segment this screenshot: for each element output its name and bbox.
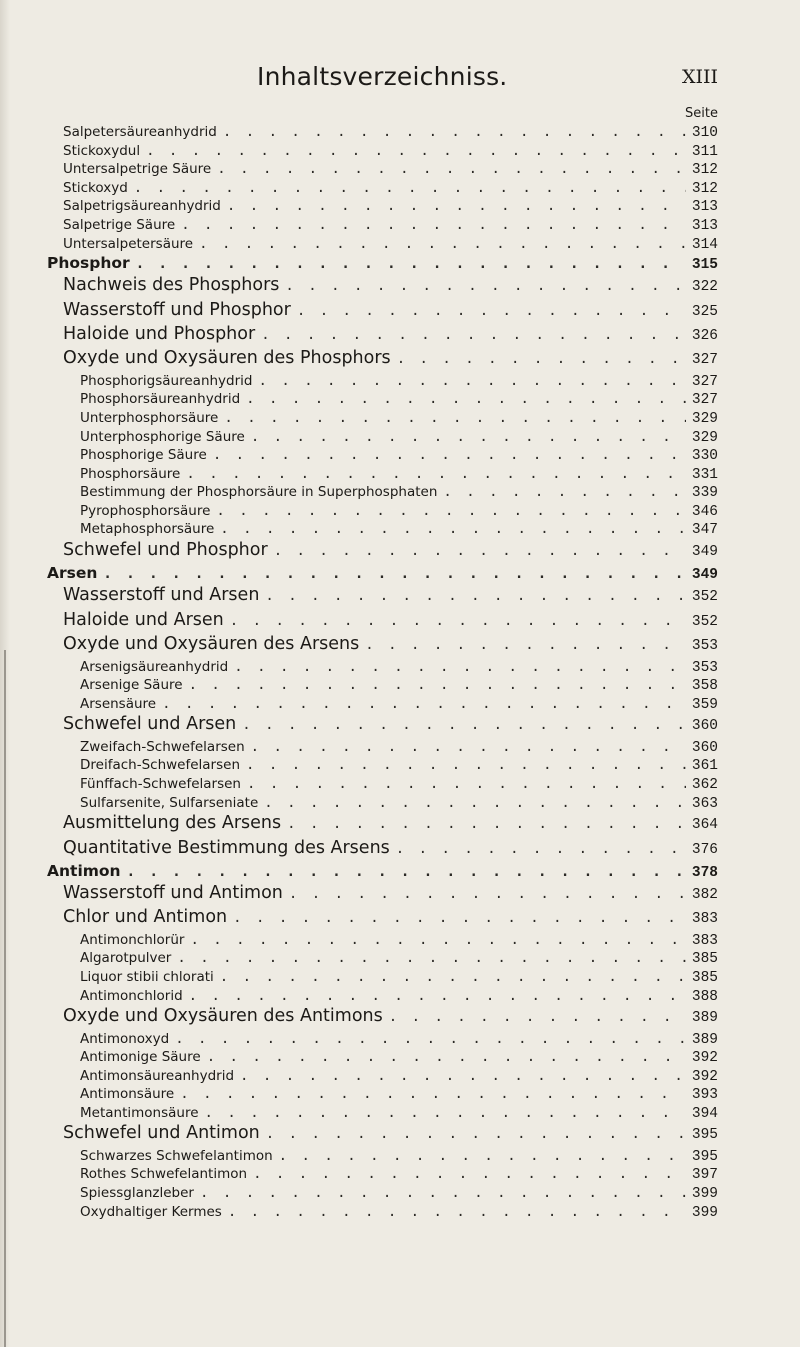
toc-entry-title: Arsenige Säure [80, 677, 183, 694]
toc-entry-page: 327 [691, 373, 718, 390]
table-of-contents [47, 124, 718, 1222]
dot-leader [223, 124, 686, 140]
toc-entry [47, 410, 718, 429]
toc-entry-page: 312 [691, 180, 718, 197]
toc-entry [47, 217, 718, 236]
dot-leader [265, 588, 685, 604]
toc-entry [47, 254, 718, 275]
toc-entry [47, 1068, 718, 1087]
toc-entry [47, 634, 718, 658]
toc-entry-page: 353 [691, 659, 718, 676]
toc-entry-page: 393 [691, 1087, 718, 1104]
toc-entry [47, 564, 718, 585]
toc-entry-page: 353 [691, 638, 718, 655]
dot-leader [397, 351, 686, 367]
toc-entry-title: Oxyde und Oxysäuren des Arsens [63, 634, 360, 655]
toc-entry-title: Untersalpetrige Säure [63, 161, 212, 178]
dot-leader [177, 950, 686, 966]
toc-entry [47, 300, 718, 324]
toc-entry [47, 969, 718, 988]
toc-entry-page: 394 [691, 1105, 718, 1122]
dot-leader [175, 1031, 686, 1047]
toc-entry-page: 385 [691, 951, 718, 968]
dot-leader [216, 503, 685, 519]
toc-entry-page: 331 [691, 466, 718, 483]
dot-leader [251, 429, 686, 445]
toc-entry-page: 399 [691, 1204, 718, 1221]
toc-entry-page: 364 [691, 817, 718, 834]
toc-entry-title: Sulfarsenite, Sulfarseniate [80, 794, 259, 811]
toc-entry [47, 275, 718, 299]
toc-entry-page: 376 [691, 841, 718, 858]
toc-entry-page: 313 [691, 217, 718, 234]
toc-entry-title: Chlor und Antimon [63, 907, 228, 928]
toc-entry-title: Oxydhaltiger Kermes [80, 1203, 222, 1220]
dot-leader [213, 447, 686, 463]
dot-leader [207, 1049, 686, 1065]
toc-entry-title: Antimonige Säure [80, 1049, 201, 1066]
page-header [150, 62, 718, 102]
toc-entry [47, 739, 718, 758]
dot-leader [297, 303, 686, 319]
toc-entry [47, 521, 718, 540]
toc-entry-title: Arsen [47, 564, 98, 583]
toc-entry-title: Ausmittelung des Arsens [63, 813, 282, 834]
toc-entry-title: Phosphor [47, 254, 130, 273]
toc-entry [47, 950, 718, 969]
toc-entry-title: Wasserstoff und Arsen [63, 585, 260, 606]
dot-leader [217, 161, 686, 177]
toc-entry-title: Quantitative Bestimmung des Arsens [63, 837, 390, 858]
toc-entry-title: Arsenigsäureanhydrid [80, 658, 229, 675]
toc-entry-title: Wasserstoff und Phosphor [63, 299, 291, 320]
toc-entry [47, 1006, 718, 1030]
toc-entry-page: 382 [691, 886, 718, 903]
dot-leader [365, 637, 686, 653]
toc-entry-page: 383 [691, 911, 718, 928]
toc-entry-title: Spiessglanzleber [80, 1185, 194, 1202]
toc-entry-page: 399 [691, 1186, 718, 1203]
dot-leader [162, 696, 686, 712]
toc-entry-page: 330 [691, 448, 718, 465]
toc-entry-page: 389 [691, 1031, 718, 1048]
toc-entry [47, 757, 718, 776]
toc-entry-title: Liquor stibii chlorati [80, 968, 214, 985]
toc-entry-page: 397 [691, 1167, 718, 1184]
toc-entry [47, 1031, 718, 1050]
toc-entry-title: Untersalpetersäure [63, 235, 194, 252]
dot-leader [253, 1166, 686, 1182]
toc-entry-page: 362 [691, 776, 718, 793]
dot-leader [274, 543, 686, 559]
dot-leader [189, 988, 686, 1004]
dot-leader [146, 143, 686, 159]
toc-entry [47, 447, 718, 466]
toc-entry-title: Stickoxyd [63, 179, 128, 196]
dot-leader [240, 1068, 686, 1084]
toc-entry [47, 324, 718, 348]
dot-leader [396, 841, 686, 857]
toc-entry-page: 349 [691, 567, 718, 584]
toc-entry [47, 503, 718, 522]
toc-entry-page: 327 [691, 352, 718, 369]
toc-entry-page: 325 [691, 303, 718, 320]
dot-leader [189, 677, 686, 693]
toc-entry-title: Oxyde und Oxysäuren des Phosphors [63, 348, 391, 369]
toc-entry-title: Arsensäure [80, 695, 157, 712]
toc-entry [47, 180, 718, 199]
toc-entry-title: Zweifach-Schwefelarsen [80, 738, 245, 755]
toc-entry-page: 313 [691, 199, 718, 216]
toc-entry-page: 395 [691, 1127, 718, 1144]
toc-entry-page: 310 [691, 125, 718, 141]
dot-leader [233, 910, 686, 926]
dot-leader [136, 256, 686, 272]
toc-entry-title: Antimon [47, 861, 121, 880]
toc-entry [47, 1148, 718, 1167]
toc-entry-title: Antimonoxyd [80, 1030, 170, 1047]
page-column-label: Seite [685, 106, 718, 121]
dot-leader [200, 1185, 686, 1201]
toc-entry-page: 360 [691, 739, 718, 756]
toc-entry [47, 1185, 718, 1204]
page-number: XIII [681, 66, 718, 88]
dot-leader [242, 717, 686, 733]
toc-entry-page: 352 [691, 613, 718, 630]
toc-entry [47, 1086, 718, 1105]
dot-leader [443, 484, 685, 500]
toc-entry-page: 346 [691, 503, 718, 520]
toc-entry-title: Phosphorigsäureanhydrid [80, 372, 253, 389]
dot-leader [251, 739, 686, 755]
toc-entry [47, 540, 718, 564]
toc-entry [47, 429, 718, 448]
dot-leader [190, 932, 685, 948]
toc-entry-title: Dreifach-Schwefelarsen [80, 757, 241, 774]
toc-entry [47, 585, 718, 609]
dot-leader [181, 217, 686, 233]
toc-entry-page: 359 [691, 696, 718, 713]
toc-entry [47, 932, 718, 951]
dot-leader [228, 1204, 686, 1220]
toc-entry-page: 395 [691, 1148, 718, 1165]
toc-entry-title: Salpetersäureanhydrid [63, 124, 217, 140]
dot-leader [134, 180, 686, 196]
dot-leader [227, 198, 686, 214]
dot-leader [247, 776, 686, 792]
toc-entry [47, 348, 718, 372]
dot-leader [220, 969, 686, 985]
dot-leader [199, 236, 686, 252]
dot-leader [234, 659, 686, 675]
toc-entry-title: Fünffach-Schwefelarsen [80, 775, 241, 792]
toc-entry-title: Pyrophosphorsäure [80, 502, 211, 519]
toc-entry-page: 378 [691, 864, 718, 881]
toc-entry-page: 329 [691, 410, 718, 427]
toc-entry-page: 311 [691, 143, 718, 160]
toc-entry [47, 659, 718, 678]
toc-entry [47, 883, 718, 907]
toc-entry-title: Metantimonsäure [80, 1104, 199, 1121]
page-edge-line [4, 650, 6, 1347]
toc-entry-title: Nachweis des Phosphors [63, 275, 280, 296]
toc-entry [47, 466, 718, 485]
toc-entry-page: 358 [691, 678, 718, 695]
toc-entry-page: 388 [691, 988, 718, 1005]
toc-entry-page: 352 [691, 589, 718, 606]
toc-entry [47, 143, 718, 162]
toc-entry [47, 1123, 718, 1147]
toc-entry-title: Salpetrigsäureanhydrid [63, 198, 221, 215]
toc-entry [47, 1166, 718, 1185]
toc-entry-page: 389 [691, 1010, 718, 1027]
toc-entry-title: Wasserstoff und Antimon [63, 882, 283, 903]
toc-entry [47, 988, 718, 1007]
toc-entry-page: 392 [691, 1068, 718, 1085]
toc-entry-title: Phosphorsäureanhydrid [80, 391, 241, 408]
toc-entry [47, 776, 718, 795]
dot-leader [246, 757, 686, 773]
toc-entry [47, 795, 718, 814]
toc-entry-title: Unterphosphorsäure [80, 409, 219, 426]
toc-entry-title: Antimonchlorür [80, 931, 185, 948]
toc-entry-title: Rothes Schwefelantimon [80, 1166, 248, 1183]
toc-entry [47, 1105, 718, 1124]
dot-leader [287, 816, 686, 832]
toc-entry [47, 696, 718, 715]
toc-entry-title: Phosphorige Säure [80, 447, 207, 464]
toc-entry [47, 1204, 718, 1223]
toc-entry-title: Salpetrige Säure [63, 216, 176, 233]
toc-entry [47, 391, 718, 410]
toc-entry-title: Metaphosphorsäure [80, 521, 215, 538]
toc-entry-page: 392 [691, 1050, 718, 1067]
dot-leader [264, 795, 686, 811]
dot-leader [180, 1086, 686, 1102]
toc-entry [47, 813, 718, 837]
toc-entry-title: Antimonchlorid [80, 987, 183, 1004]
dot-leader [279, 1148, 686, 1164]
toc-entry-page: 383 [691, 932, 718, 949]
toc-entry-title: Schwefel und Phosphor [63, 540, 268, 561]
dot-leader [266, 1126, 686, 1142]
toc-entry [47, 373, 718, 392]
toc-entry [47, 198, 718, 217]
dot-leader [103, 566, 685, 582]
toc-entry-page: 327 [691, 392, 718, 409]
dot-leader [289, 886, 686, 902]
dot-leader [261, 327, 686, 343]
dot-leader [285, 278, 685, 294]
toc-entry-title: Schwefel und Arsen [63, 714, 237, 735]
toc-entry-title: Haloide und Arsen [63, 609, 224, 630]
toc-entry-title: Phosphorsäure [80, 465, 181, 482]
toc-entry [47, 1049, 718, 1068]
toc-entry [47, 838, 718, 862]
dot-leader [220, 521, 686, 537]
dot-leader [258, 373, 685, 389]
dot-leader [205, 1105, 686, 1121]
toc-entry [47, 862, 718, 883]
toc-entry-title: Schwarzes Schwefelantimon [80, 1147, 273, 1164]
toc-entry-title: Algarotpulver [80, 950, 172, 967]
dot-leader [246, 391, 686, 407]
toc-entry [47, 484, 718, 503]
toc-entry-page: 347 [691, 522, 718, 539]
toc-entry [47, 236, 718, 255]
toc-entry-page: 329 [691, 429, 718, 446]
toc-entry-page: 326 [691, 327, 718, 344]
toc-entry-title: Haloide und Phosphor [63, 323, 256, 344]
toc-entry-page: 360 [691, 718, 718, 735]
dot-leader [127, 864, 686, 880]
toc-entry-title: Bestimmung der Phosphorsäure in Superphosphaten [80, 484, 438, 501]
toc-entry-page: 314 [691, 236, 718, 253]
toc-entry-page: 312 [691, 162, 718, 179]
toc-entry [47, 907, 718, 931]
toc-entry-page: 339 [691, 485, 718, 502]
toc-entry-title: Oxyde und Oxysäuren des Antimons [63, 1006, 383, 1027]
toc-entry [47, 677, 718, 696]
toc-entry [47, 714, 718, 738]
toc-entry-page: 363 [691, 795, 718, 812]
toc-entry-title: Unterphosphorige Säure [80, 428, 245, 445]
toc-entry-page: 315 [691, 257, 718, 274]
toc-entry-title: Antimonsäure [80, 1086, 175, 1103]
running-title: Inhaltsverzeichniss. [257, 62, 508, 91]
dot-leader [389, 1009, 686, 1025]
toc-entry-page: 361 [691, 758, 718, 775]
toc-entry-title: Stickoxydul [63, 142, 141, 159]
toc-entry-page: 349 [691, 544, 718, 561]
toc-entry-title: Schwefel und Antimon [63, 1123, 260, 1144]
toc-entry [47, 161, 718, 180]
toc-entry-title: Antimonsäureanhydrid [80, 1067, 235, 1084]
dot-leader [186, 466, 686, 482]
dot-leader [224, 410, 686, 426]
toc-entry [47, 610, 718, 634]
toc-entry [47, 124, 718, 143]
dot-leader [230, 613, 686, 629]
toc-entry-page: 322 [691, 279, 718, 296]
toc-entry-page: 385 [691, 969, 718, 986]
